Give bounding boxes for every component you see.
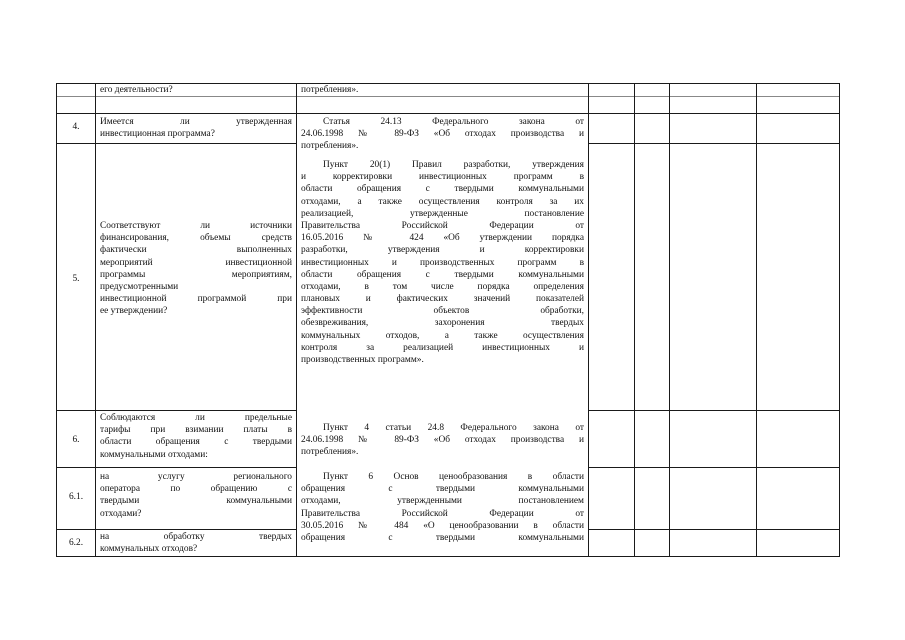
- question-line: отходами?: [100, 508, 142, 519]
- reference-line: потребления».: [301, 141, 359, 152]
- question-line: Соответствуют ли источники: [100, 221, 292, 231]
- reference-line: отходами, а также осуществления контроля за их: [301, 196, 584, 207]
- row-number: 6.1.: [68, 492, 84, 502]
- reference-line: контроля за реализацией инвестиционных и: [301, 342, 584, 353]
- row-divider: [588, 529, 840, 530]
- column-divider: [296, 83, 297, 557]
- reference-cell: [301, 116, 584, 153]
- reference-line: обезвреживания, захоронения твердых: [301, 318, 584, 329]
- reference-line: отходами, утвержденными постановлением: [301, 496, 584, 507]
- row-number: 6.2.: [68, 538, 84, 548]
- row-divider: [56, 529, 296, 530]
- question-line: оператора по обращению с: [100, 484, 292, 495]
- question-line: Имеется ли утвержденная: [100, 117, 292, 127]
- row-divider: [588, 467, 840, 468]
- reference-line: потребления».: [301, 447, 359, 458]
- reference-line: области обращения с твердыми коммунальными: [301, 269, 584, 280]
- reference-line: эффективности объектов обработки,: [301, 306, 584, 317]
- reference-line: инвестиционных и производственных программ в: [301, 257, 584, 268]
- column-divider: [634, 83, 635, 557]
- question-cell: [100, 84, 292, 96]
- question-line: на обработку твердых: [100, 532, 292, 542]
- reference-line: потребления».: [301, 85, 359, 95]
- question-line: инвестиционная программа?: [100, 129, 215, 140]
- question-cell: [100, 220, 292, 318]
- reference-line: производственных программ».: [301, 355, 424, 365]
- question-line: предусмотренными: [100, 281, 179, 292]
- column-divider: [588, 83, 589, 557]
- reference-cell: [301, 422, 584, 459]
- column-divider: [95, 83, 96, 557]
- reference-line: реализацией, утвержденные постановление: [301, 208, 584, 219]
- reference-line: Статья 24.13 Федерального закона от: [323, 117, 584, 127]
- column-divider: [56, 83, 57, 557]
- row-divider: [56, 113, 840, 114]
- reference-line: и корректировки инвестиционных программ в: [301, 172, 584, 183]
- reference-line: Правительства Российской Федерации от: [301, 220, 584, 231]
- reference-line: обращения с твердыми коммунальными: [301, 532, 584, 543]
- reference-cell: [301, 159, 584, 366]
- reference-line: отходами, в том числе порядка определения: [301, 281, 584, 292]
- question-line: тарифы при взимании платы в: [100, 425, 292, 436]
- reference-line: 24.06.1998 № 89-ФЗ «Об отходах производства и: [301, 435, 584, 446]
- question-cell: [100, 531, 292, 555]
- question-line: области обращения с твердыми: [100, 437, 292, 448]
- reference-line: Пункт 20(1) Правил разработки, утверждения: [323, 160, 584, 170]
- row-divider: [56, 143, 296, 144]
- question-cell: [100, 412, 292, 461]
- question-cell: [100, 116, 292, 140]
- reference-line: плановых и фактических значений показателей: [301, 294, 584, 305]
- question-line: твердыми коммунальными: [100, 496, 292, 507]
- reference-cell: [301, 84, 584, 96]
- reference-line: разработки, утверждения и корректировки: [301, 245, 584, 256]
- reference-line: 24.06.1998 № 89-ФЗ «Об отходах производства и: [301, 129, 584, 140]
- reference-cell: [301, 471, 584, 544]
- reference-line: области обращения с твердыми коммунальными: [301, 184, 584, 195]
- reference-line: 30.05.2016 № 484 «О ценообразовании в области: [301, 520, 584, 531]
- question-line: ее утверждении?: [100, 306, 168, 317]
- row-number: 5.: [72, 274, 80, 284]
- row-divider: [588, 410, 840, 411]
- reference-line: коммунальных отходов, а также осуществления: [301, 330, 584, 341]
- reference-line: 16.05.2016 № 424 «Об утверждении порядка: [301, 233, 584, 244]
- question-line: фактически выполненных: [100, 245, 292, 256]
- row-divider: [56, 467, 296, 468]
- question-line: Соблюдаются ли предельные: [100, 413, 292, 423]
- reference-line: Пункт 4 статьи 24.8 Федерального закона от: [323, 423, 584, 433]
- reference-line: обращения с твердыми коммунальными: [301, 484, 584, 495]
- table-bottom-border: [56, 556, 840, 557]
- question-line: инвестиционной программой при: [100, 294, 292, 305]
- row-number: 6.: [72, 435, 80, 445]
- reference-line: Правительства Российской Федерации от: [301, 508, 584, 519]
- row-divider: [56, 410, 296, 411]
- question-line: мероприятий инвестиционной: [100, 257, 292, 268]
- column-divider: [669, 83, 670, 557]
- question-line: на услугу регионального: [100, 472, 292, 482]
- column-divider: [839, 83, 840, 557]
- row-number: 4.: [72, 122, 80, 132]
- question-line: коммунальных отходов?: [100, 544, 198, 555]
- question-line: финансирования, объемы средств: [100, 233, 292, 244]
- question-line: его деятельности?: [100, 85, 173, 95]
- reference-line: Пункт 6 Основ ценообразования в области: [323, 472, 584, 482]
- question-cell: [100, 471, 292, 520]
- question-line: коммунальными отходами:: [100, 449, 208, 460]
- column-divider: [756, 83, 757, 557]
- question-line: программы мероприятиям,: [100, 269, 292, 280]
- row-divider: [588, 143, 840, 144]
